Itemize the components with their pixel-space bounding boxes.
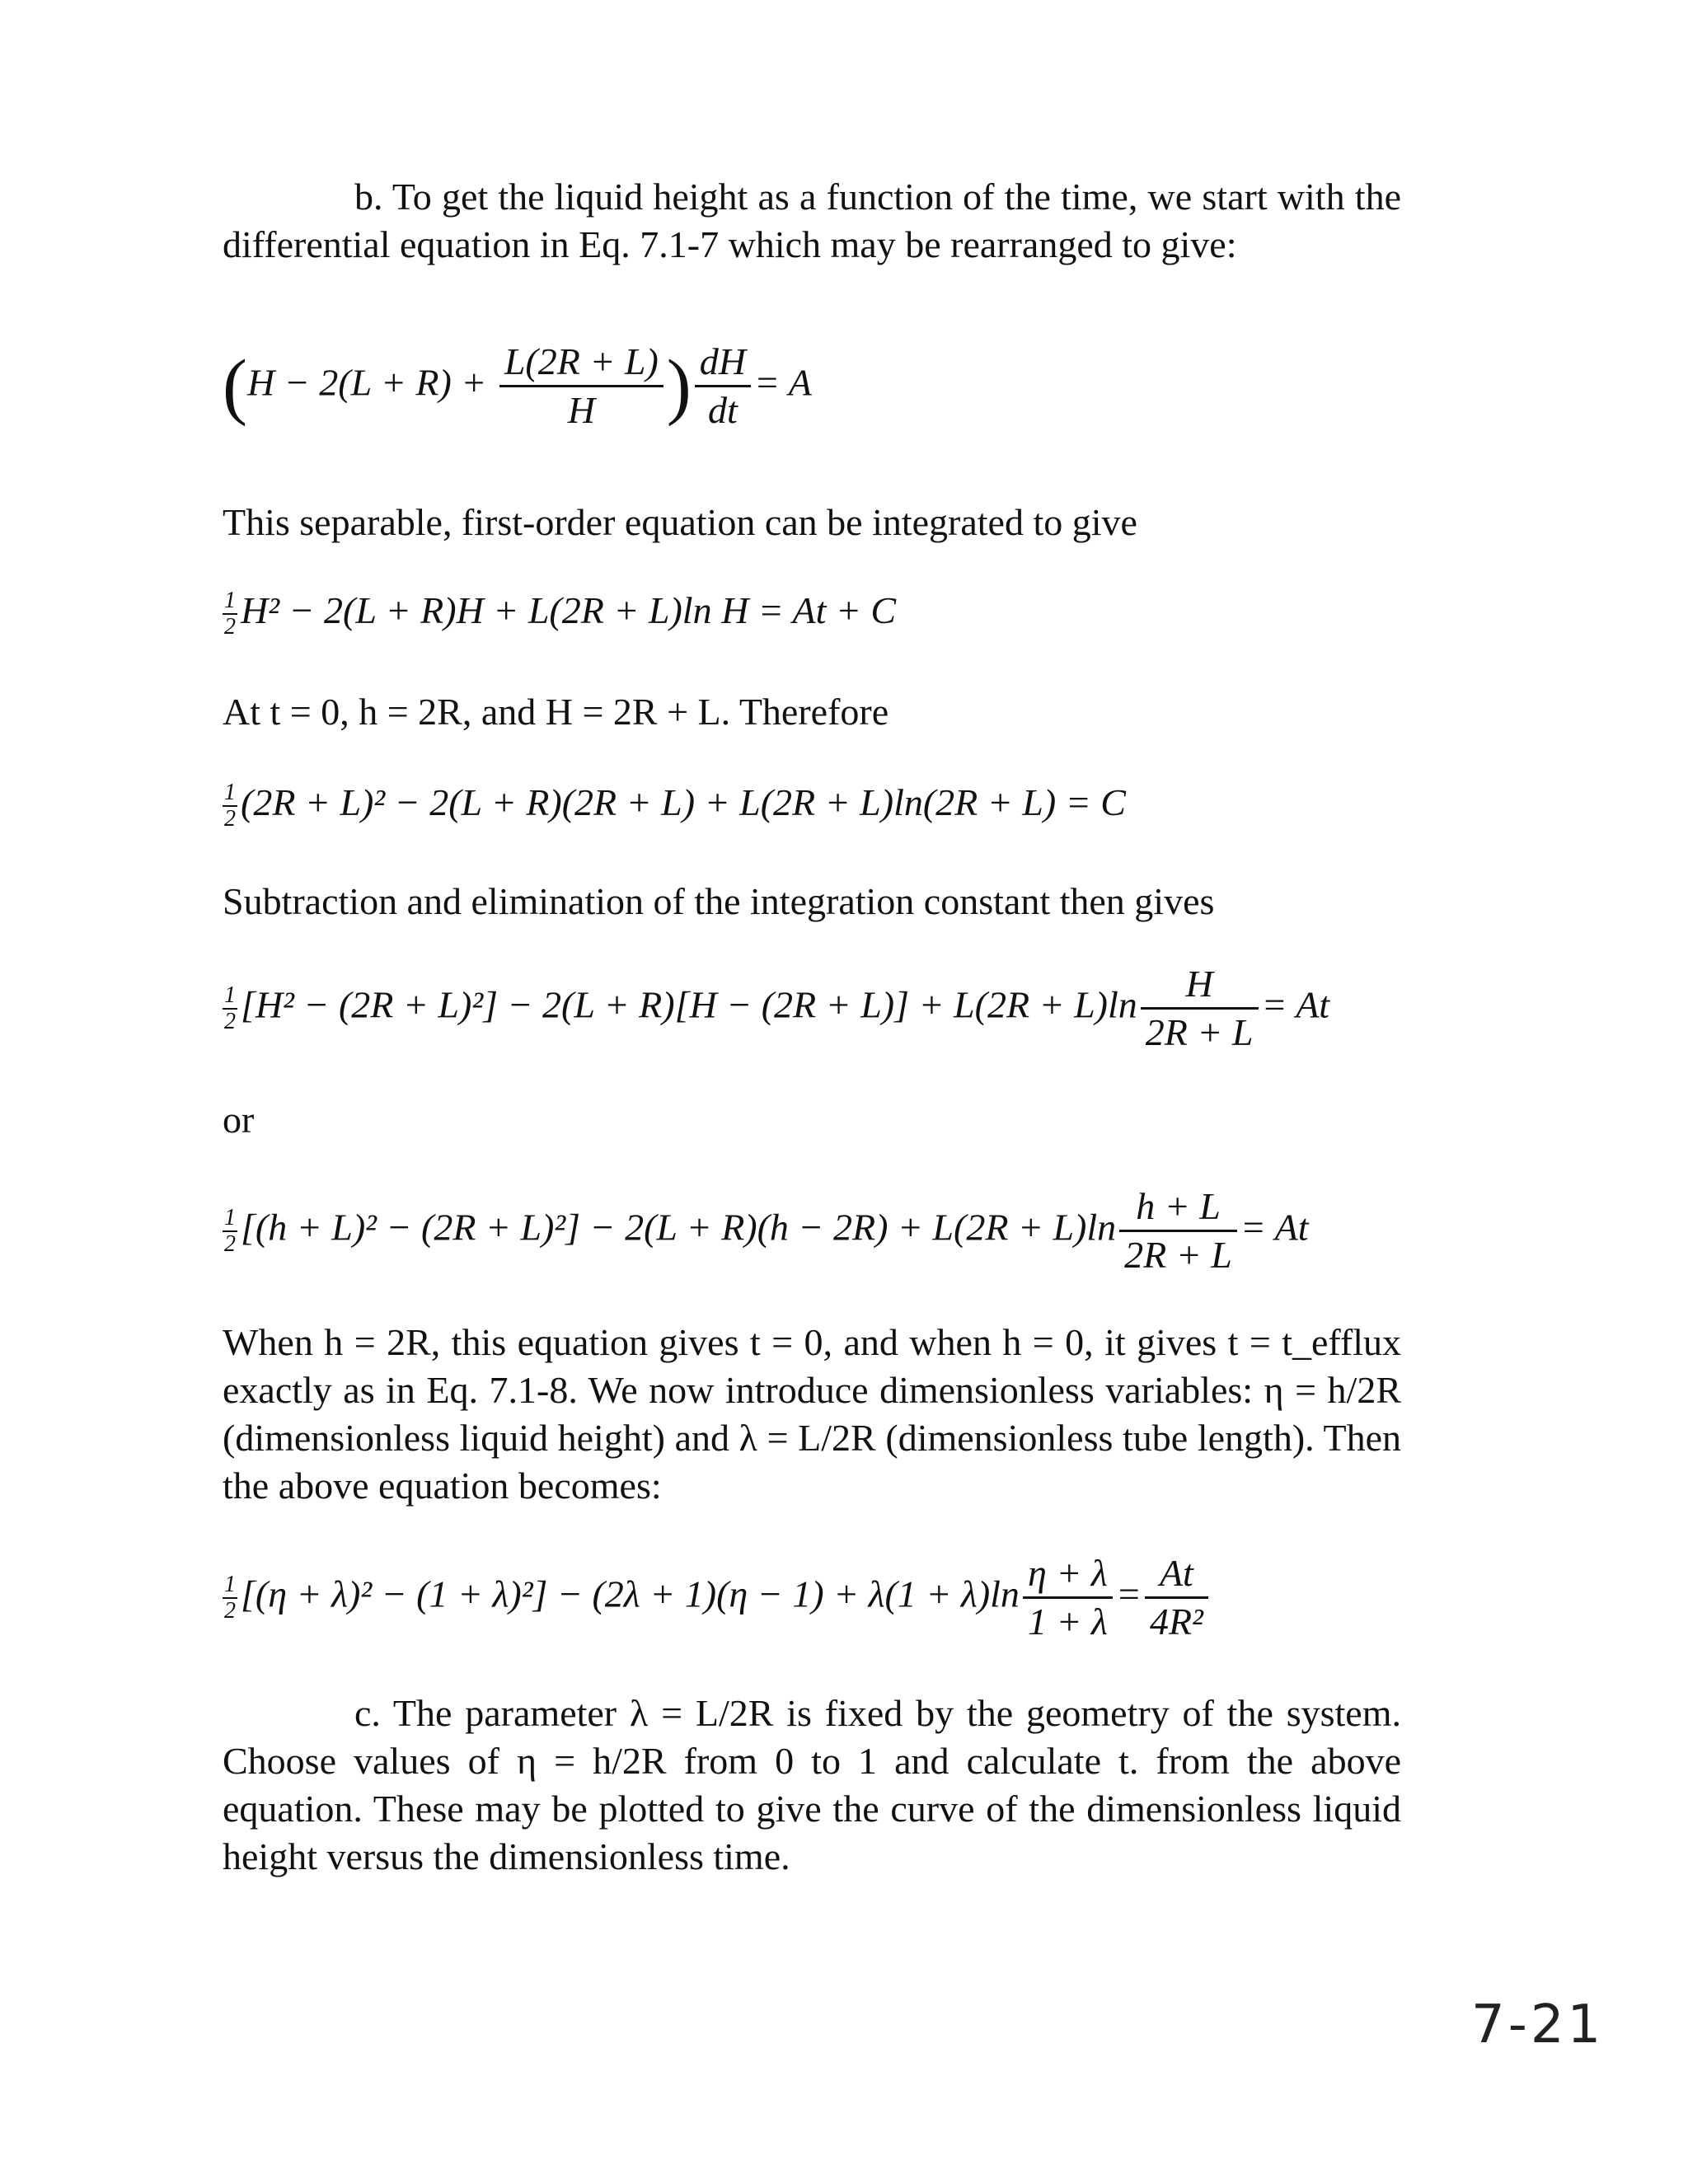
fraction-dH-dt: $\frac{dH}{dt}$: [695, 342, 751, 431]
equation-dimensionless: $\frac{1}{2}$ [(η + λ)² − (1 + λ)²] − (2λ + 1)(η − 1) + λ(1 + λ)ln $\frac{\eta + \lambda}{1 + \lambda}$ = $\frac{At}{\text{4R²}}$: [223, 1554, 1212, 1643]
equation-integrated: $\frac{1}{2}$ H² − 2(L + R)H + L(2R + L)ln H = At + C: [224, 588, 897, 640]
paragraph-b: b. To get the liquid height as a function of the time, we start with the differential equation in Eq. 7.1-7 which may be rearranged to give:: [223, 176, 1401, 265]
paragraph-initial-condition: At t = 0, h = 2R, and H = 2R + L. Therefore: [223, 691, 889, 733]
paragraph-c: c. The parameter λ = L/2R is fixed by the geometry of the system. Choose values of η = h/2R from 0 to 1 and calculate t. from the above equation. These may be plotted to give the curve of the dimensionless liquid height versus the dimensionless time.: [223, 1692, 1401, 1877]
fraction-H-over-2R-L: $\frac{H}{2R + L}$: [1141, 964, 1259, 1053]
equation-in-h: $\frac{1}{2}$ [(h + L)² − (2R + L)²] − 2(L + R)(h − 2R) + L(2R + L)ln $\frac{h + L}{2R + L}$ = At: [224, 1185, 1309, 1277]
fraction-h-L-over-2R-L: $\frac{h + L}{2R + L}$: [1119, 1187, 1237, 1276]
paragraph-or: or: [223, 1099, 255, 1141]
equation-eliminated: $\frac{1}{2}$ [H² − (2R + L)²] − 2(L + R)[H − (2R + L)] + L(2R + L)ln $\frac{H}{2R + L}$ = At: [224, 963, 1330, 1054]
fraction-L-2R-L-over-H: $\frac{L(2R + L)}{H}$: [499, 342, 663, 431]
paragraph-dimensionless: When h = 2R, this equation gives t = 0, and when h = 0, it gives t = t_efflux exactly as in Eq. 7.1-8. We now introduce dimensionless variables: η = h/2R (dimensionless liquid height) and λ = L/2R (dimensionless tube length). Then the above equation becomes:: [223, 1321, 1401, 1507]
paragraph-separable: This separable, first-order equation can be integrated to give: [223, 501, 1137, 543]
paragraph-subtraction: Subtraction and elimination of the integration constant then gives: [223, 880, 1215, 922]
equation-constant: $\frac{1}{2}$ (2R + L)² − 2(L + R)(2R + L) + L(2R + L)ln(2R + L) = C: [224, 780, 1126, 832]
fraction-At-over-4R2: $\frac{At}{\text{4R²}}$: [1145, 1554, 1208, 1643]
fraction-eta-lambda: $\frac{\eta + \lambda}{1 + \lambda}$: [1023, 1554, 1113, 1643]
page-number: 7-21: [1471, 1994, 1605, 2055]
equation-differential: (H − 2(L + R) + $\frac{L(2R + L)}{H}$ ) $\frac{dH}{dt}$ = A: [223, 340, 812, 432]
